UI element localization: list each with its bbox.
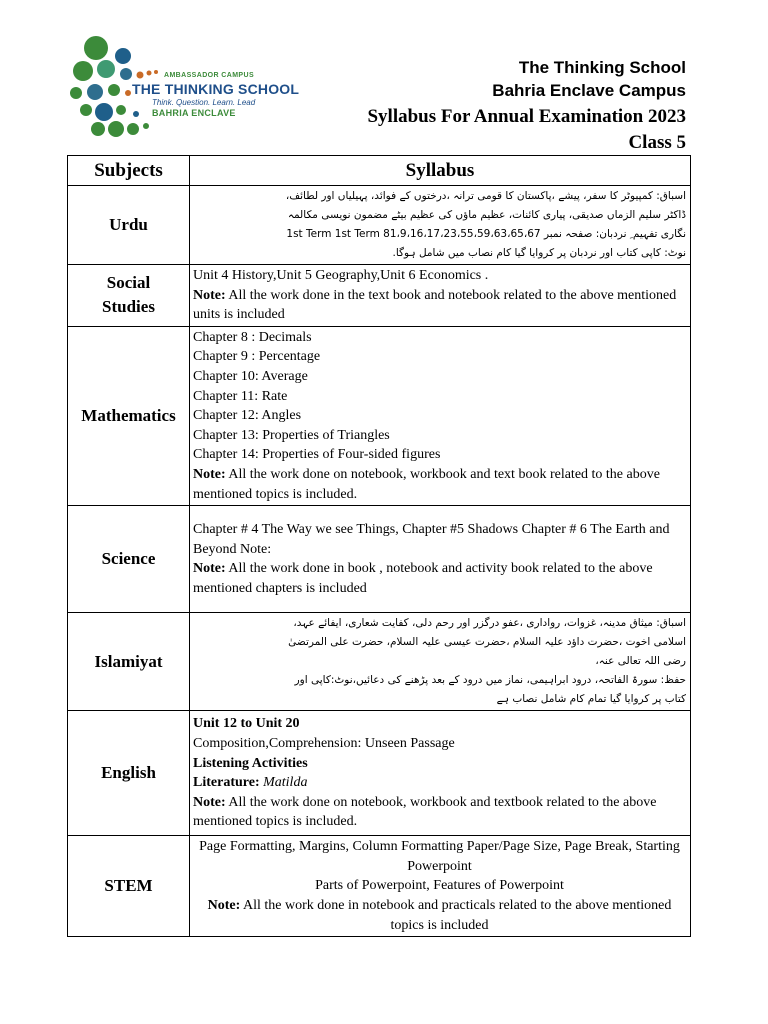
syllabus-islamiyat — [190, 613, 691, 711]
science-chapters: Chapter # 4 The Way we see Things, Chapter #5 Shadows Chapter # 6 The Earth and Beyond Note: — [193, 521, 670, 557]
syllabus-social-studies — [190, 265, 691, 327]
subject-urdu: Urdu — [68, 186, 190, 265]
note-text: All the work done in notebook and practicals related to the above mentioned topics is included — [240, 897, 672, 933]
note-text: All the work done in book , notebook and activity book related to the above mentioned chapters is included — [193, 561, 653, 596]
islamiyat-line: رضی اللہ تعالی عنہ، — [595, 655, 686, 668]
syllabus-table — [67, 155, 691, 937]
syllabus-science — [190, 506, 691, 613]
school-name: The Thinking School — [518, 58, 686, 77]
note-label: Note: — [193, 466, 226, 482]
islamiyat-line: اسلامی اخوت ،حضرت داؤد علیہ السلام ،حضرت عیسی علیہ السلام، حضرت علی المرتضیٰ — [288, 636, 686, 649]
column-header-syllabus: Syllabus — [190, 156, 691, 186]
subject-stem: STEM — [68, 836, 190, 937]
english-listening: Listening Activities — [193, 755, 308, 771]
logo-branch: BAHRIA ENCLAVE — [152, 108, 236, 118]
table-row-islamiyat — [68, 613, 691, 711]
table-row-urdu — [68, 186, 691, 265]
subject-islamiyat: Islamiyat — [68, 613, 190, 711]
islamiyat-line: اسباق: میثاق مدینہ، غزوات، رواداری ،عفو درگزر اور رحم دلی، کفایت شعاری، ایفائے عہد، — [293, 617, 686, 630]
social-units: Unit 4 History,Unit 5 Geography,Unit 6 Economics . — [193, 268, 489, 283]
urdu-line: نوٹ: کاپی کتاب اور نردبان پر کروایا گیا کام نصاب میں شامل ہوگا. — [392, 247, 686, 259]
campus-name: Bahria Enclave Campus — [492, 81, 686, 100]
literature-label: Literature: — [193, 775, 264, 791]
note-text: All the work done on notebook, workbook and text book related to the above mentioned topics is included. — [193, 466, 660, 502]
note-label: Note: — [193, 287, 226, 303]
urdu-line: اسباق: کمپیوٹر کا سفر، پیشے ،پاکستان کا قومی ترانہ ،درختوں کے فوائد، پہیلیاں اور لطائف، — [285, 190, 686, 202]
table-row-science — [68, 506, 691, 613]
table-header-row — [68, 156, 691, 186]
subject-social-line2: Studies — [102, 297, 155, 317]
syllabus-mathematics — [190, 326, 691, 505]
table-row-social-studies — [68, 265, 691, 327]
logo-ambassador-text: AMBASSADOR CAMPUS — [164, 72, 255, 79]
table-row-mathematics — [68, 326, 691, 505]
column-header-subjects: Subjects — [68, 156, 190, 186]
subject-social-studies — [68, 265, 190, 327]
subject-science: Science — [68, 506, 190, 613]
english-literature — [193, 773, 686, 793]
islamiyat-line: کتاب پر کروایا گیا تمام کام شامل نصاب ہے — [496, 693, 686, 706]
math-chapter: Chapter 11: Rate — [193, 388, 288, 404]
islamiyat-line: حفظ: سورۃ الفاتحہ، درود ابراہیمی، نماز میں درود کے بعد پڑھنے کی دعائیں،نوٹ:کاپی اور — [294, 674, 686, 687]
urdu-line: نگاری تفہیم ِ نردبان: صفحہ نمبر 1st Term 1st Term 81،9،16،17،23،55،59،63،65،67 — [286, 228, 686, 240]
school-logo — [66, 36, 306, 140]
math-chapter: Chapter 12: Angles — [193, 408, 302, 424]
math-chapter: Chapter 14: Properties of Four-sided figures — [193, 447, 441, 463]
note-label: Note: — [207, 897, 241, 913]
stem-topics-2: Parts of Powerpoint, Features of Powerpoint — [315, 878, 564, 894]
table-row-stem — [68, 836, 691, 937]
note-label: Note: — [193, 794, 226, 810]
urdu-line: ڈاکٹر سلیم الزماں صدیقی، پیاری کائنات، عظیم ماؤں کی عظیم بیٹے مضمون نویسی مکالمہ — [287, 209, 686, 221]
note-label: Note: — [193, 561, 226, 577]
table-row-english — [68, 711, 691, 836]
math-chapter: Chapter 9 : Percentage — [193, 349, 321, 365]
document-title: Syllabus For Annual Examination 2023 — [367, 106, 686, 127]
literature-title: Matilda — [263, 775, 308, 791]
subject-english: English — [68, 711, 190, 836]
syllabus-stem — [190, 836, 691, 937]
stem-topics: Page Formatting, Margins, Column Formatting Paper/Page Size, Page Break, Starting Powerpoint — [199, 839, 680, 874]
syllabus-urdu — [190, 186, 691, 265]
class-label: Class 5 — [628, 132, 686, 153]
math-chapter: Chapter 13: Properties of Triangles — [193, 427, 390, 443]
note-text: All the work done on notebook, workbook and textbook related to the above mentioned topics is included. — [193, 794, 657, 830]
note-text: All the work done in the text book and notebook related to the above mentioned units is included — [193, 287, 677, 323]
syllabus-english — [190, 711, 691, 836]
logo-school-name: THE THINKING SCHOOL — [132, 81, 300, 97]
subject-social-line1: Social — [106, 273, 151, 293]
subject-mathematics: Mathematics — [68, 326, 190, 505]
math-chapter: Chapter 10: Average — [193, 368, 308, 384]
english-composition: Composition,Comprehension: Unseen Passage — [193, 735, 455, 751]
math-chapter: Chapter 8 : Decimals — [193, 329, 312, 345]
english-units: Unit 12 to Unit 20 — [193, 716, 300, 732]
logo-tagline: Think. Question. Learn. Lead — [152, 98, 256, 107]
